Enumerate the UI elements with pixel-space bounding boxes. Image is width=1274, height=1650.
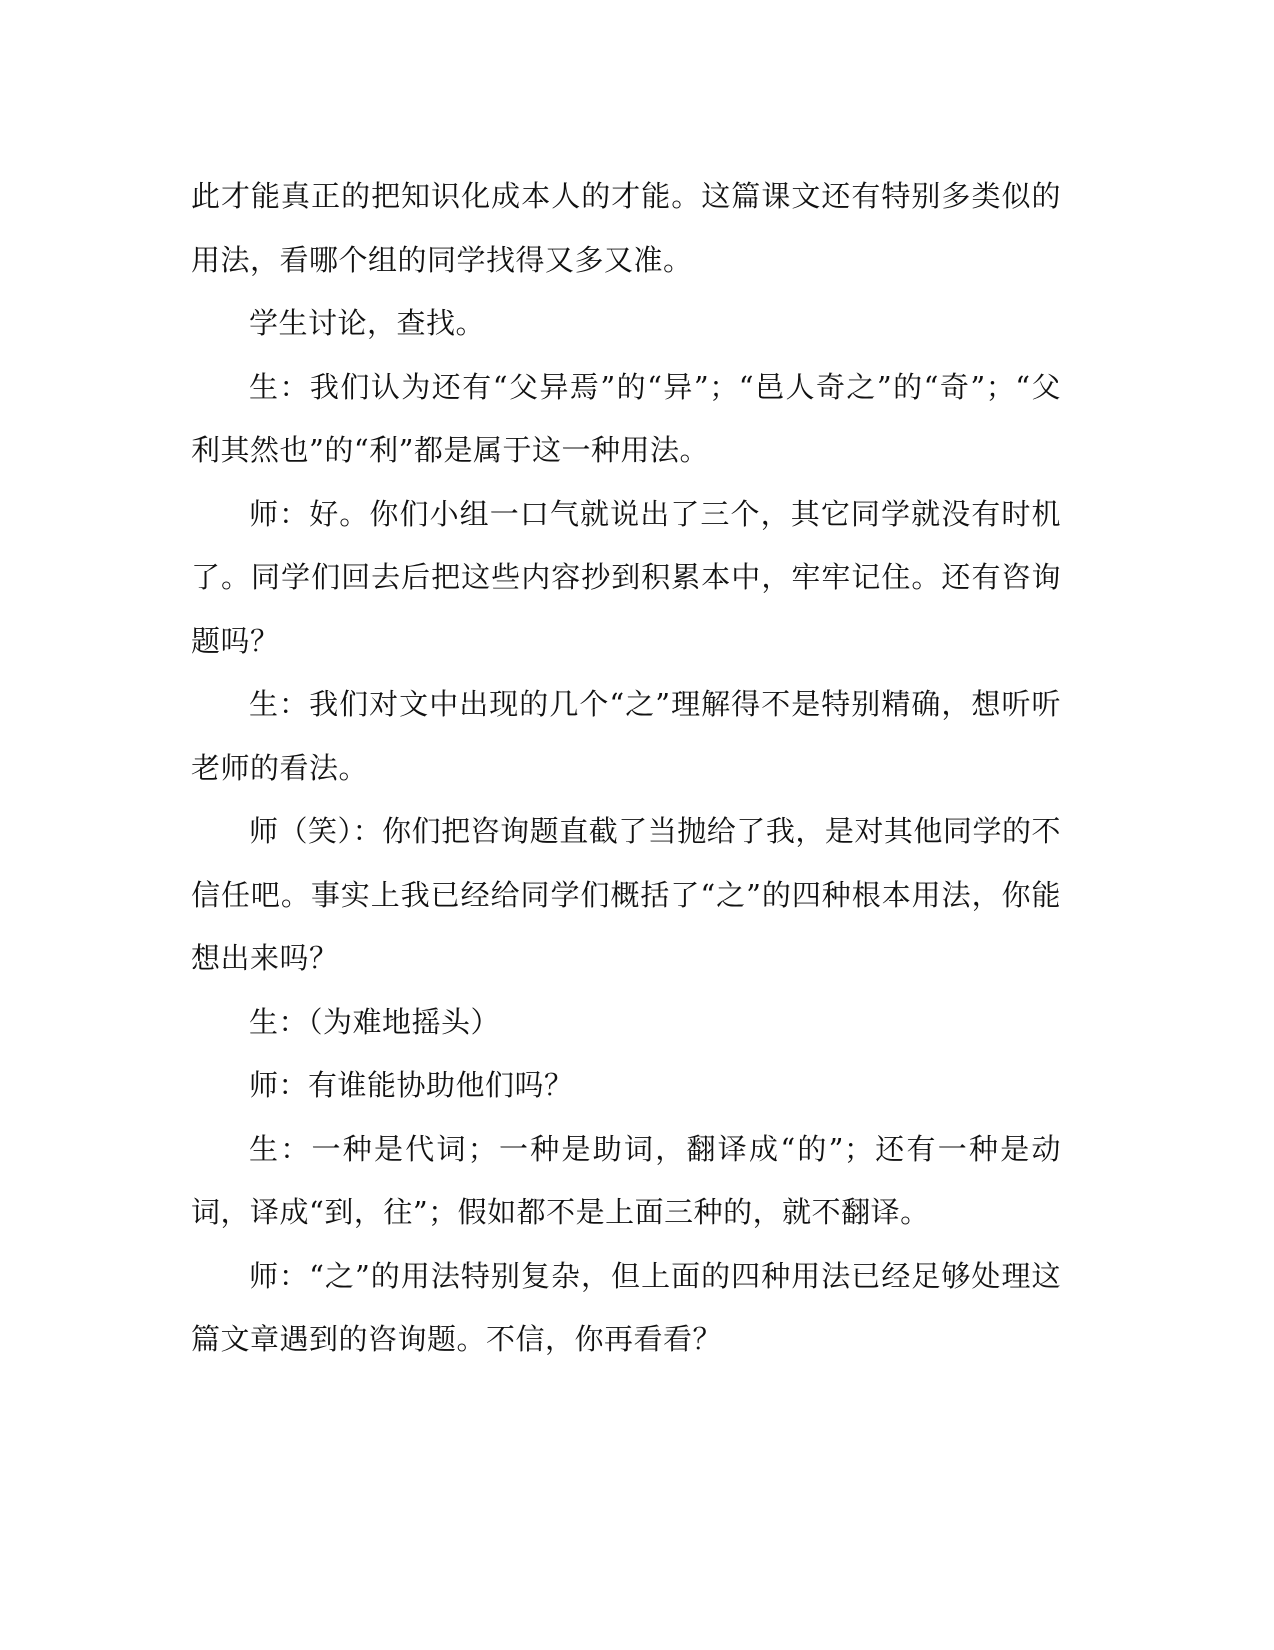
paragraph-teacher-ask-help: 师：有谁能协助他们吗？ xyxy=(249,1068,574,1102)
paragraph-teacher-reply-1: 师：好。你们小组一口气就说出了三个，其它同学就没有时机了。同学们回去后把这些内容抄到积累本中，牢牢记住。还有咨询题吗？ xyxy=(191,496,1061,658)
paragraph-student-answer-2: 生：一种是代词；一种是助词，翻译成“的”；还有一种是动词，译成“到，往”；假如都不是上面三种的，就不翻译。 xyxy=(191,1131,1061,1229)
paragraph-student-question: 生：我们对文中出现的几个“之”理解得不是特别精确，想听听老师的看法。 xyxy=(191,687,1061,785)
body-text xyxy=(191,165,1061,1372)
paragraph-continuation: 此才能真正的把知识化成本人的才能。这篇课文还有特别多类似的用法，看哪个组的同学找得又多又准。 xyxy=(191,179,1061,277)
paragraph-student-shake-head: 生：（为难地摇头） xyxy=(249,1004,501,1039)
paragraph-teacher-summary: 师：“之”的用法特别复杂，但上面的四种用法已经足够处理这篇文章遇到的咨询题。不信，你再看看？ xyxy=(191,1258,1061,1356)
paragraph-students-discuss: 学生讨论，查找。 xyxy=(249,306,486,340)
paragraph-student-answer-1: 生：我们认为还有“父异焉”的“异”；“邑人奇之”的“奇”；“父利其然也”的“利”都是属于这一种用法。 xyxy=(191,369,1061,467)
paragraph-teacher-reply-2: 师（笑）：你们把咨询题直截了当抛给了我，是对其他同学的不信任吧。事实上我已经给同学们概括了“之”的四种根本用法，你能想出来吗？ xyxy=(191,814,1061,975)
